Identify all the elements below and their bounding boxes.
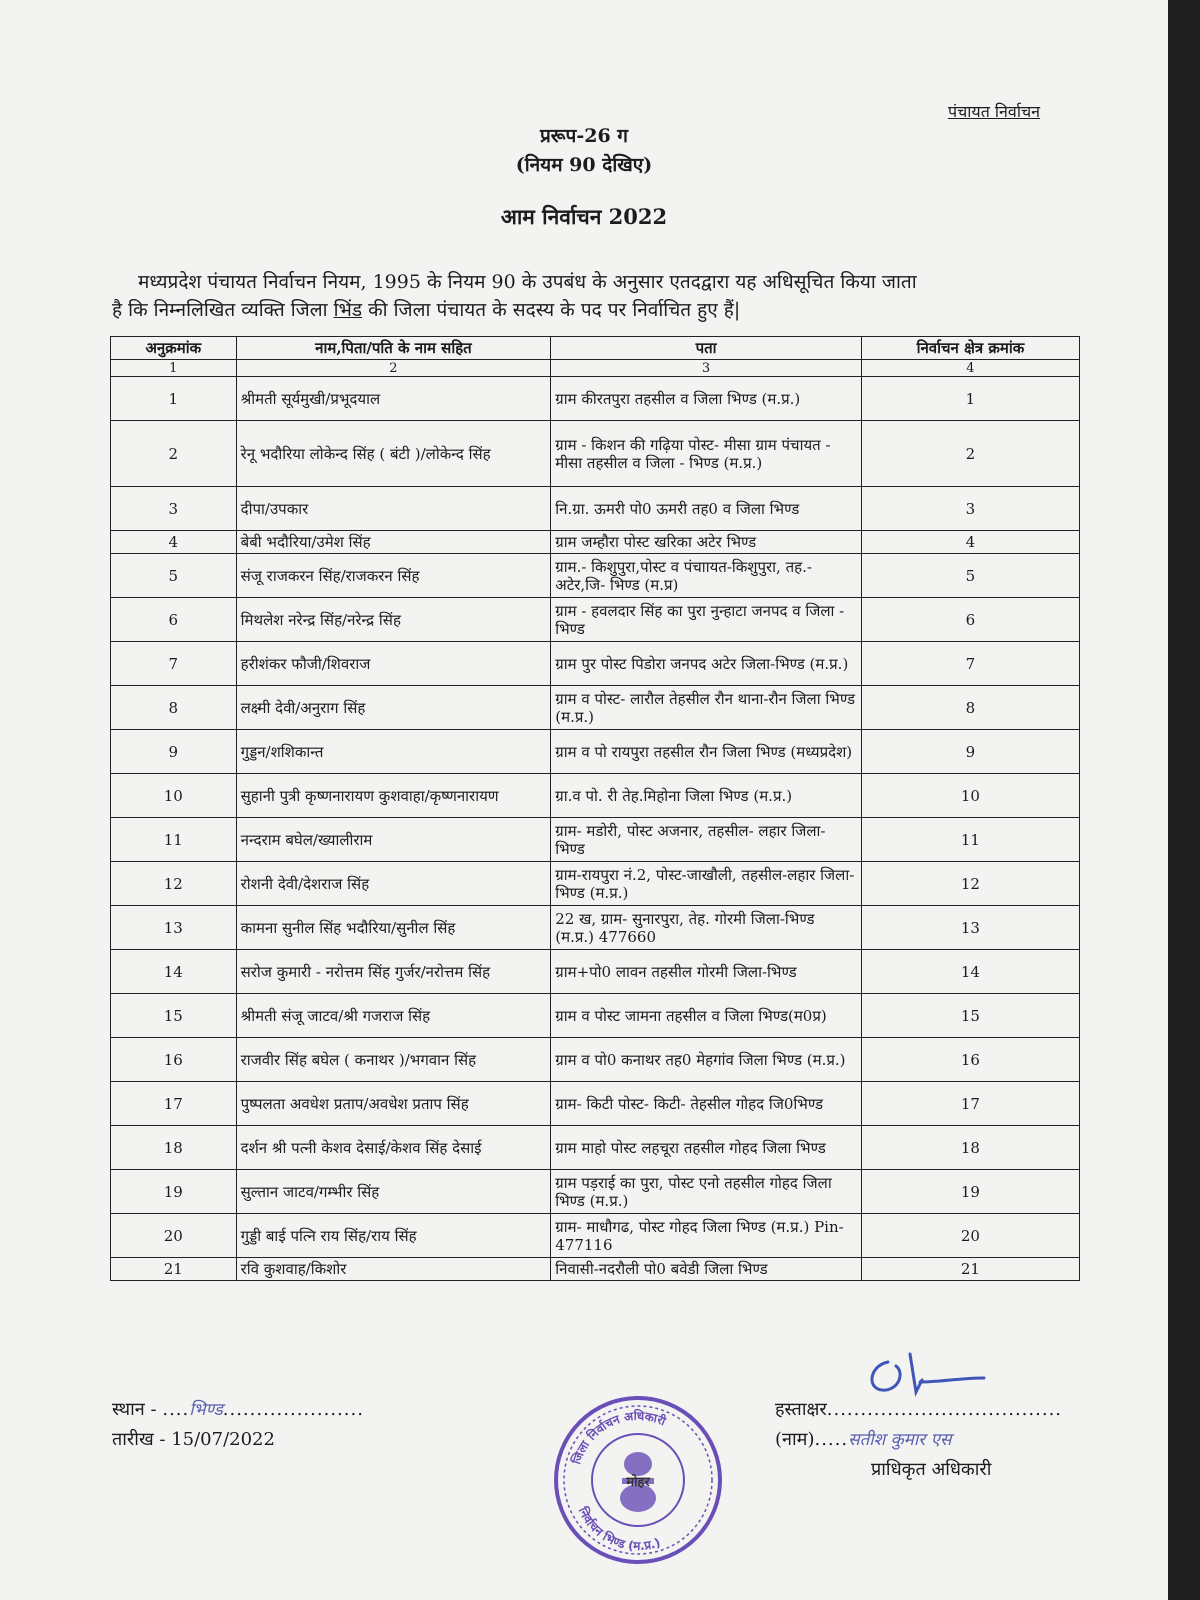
table-row — [111, 1082, 1080, 1126]
footer-left — [112, 1395, 364, 1455]
constituency-cell: 10 — [861, 774, 1079, 818]
table-row — [111, 1214, 1080, 1258]
address-cell: ग्राम पड़राई का पुरा, पोस्ट एनो तहसील गोहद जिला भिण्ड (म.प्र.) — [551, 1170, 862, 1214]
serial-cell: 12 — [111, 862, 237, 906]
address-cell: ग्राम-रायपुरा नं.2, पोस्ट-जाखौली, तहसील-लहार जिला-भिण्ड (म.प्र.) — [551, 862, 862, 906]
address-cell: ग्राम व पो रायपुरा तहसील रौन जिला भिण्ड (मध्यप्रदेश) — [551, 730, 862, 774]
col-number: 2 — [236, 360, 551, 377]
address-cell: ग्राम व पो0 कनाथर तह0 मेहगांव जिला भिण्ड (म.प्र.) — [551, 1038, 862, 1082]
name-cell: कामना सुनील सिंह भदौरिया/सुनील सिंह — [236, 906, 551, 950]
serial-cell: 20 — [111, 1214, 237, 1258]
table-row — [111, 1258, 1080, 1281]
address-cell: ग्राम व पोस्ट जामना तहसील व जिला भिण्ड(म0प्र) — [551, 994, 862, 1038]
serial-cell: 17 — [111, 1082, 237, 1126]
table-row — [111, 642, 1080, 686]
table-row — [111, 531, 1080, 554]
constituency-cell: 4 — [861, 531, 1079, 554]
constituency-cell: 12 — [861, 862, 1079, 906]
address-cell: निवासी-नदरौली पो0 बवेडी जिला भिण्ड — [551, 1258, 862, 1281]
table-row — [111, 487, 1080, 531]
address-cell: ग्राम व पोस्ट- लारौल तेहसील रौन थाना-रौन जिला भिण्ड (म.प्र.) — [551, 686, 862, 730]
address-cell: ग्राम- मडोरी, पोस्ट अजनार, तहसील- लहार जिला- भिण्ड — [551, 818, 862, 862]
official-seal — [552, 1394, 724, 1566]
serial-cell: 13 — [111, 906, 237, 950]
background-edge — [1168, 0, 1200, 1600]
officer-name: सतीश कुमार एस — [848, 1430, 952, 1450]
name-cell: नन्दराम बघेल/ख्यालीराम — [236, 818, 551, 862]
address-cell: ग्राम- किटी पोस्ट- किटी- तेहसील गोहद जि0भिण्ड — [551, 1082, 862, 1126]
name-cell: गुड्डन/शशिकान्त — [236, 730, 551, 774]
table-row — [111, 554, 1080, 598]
name-cell: राजवीर सिंह बघेल ( कनाथर )/भगवान सिंह — [236, 1038, 551, 1082]
district-name: भिंड — [333, 299, 363, 321]
name-cell: सरोज कुमारी - नरोत्तम सिंह गुर्जर/नरोत्तम सिंह — [236, 950, 551, 994]
name-cell: श्रीमती सूर्यमुखी/प्रभूदयाल — [236, 377, 551, 421]
table-row — [111, 686, 1080, 730]
name-cell: श्रीमती संजू जाटव/श्री गजराज सिंह — [236, 994, 551, 1038]
header-serial: अनुक्रमांक — [111, 337, 237, 360]
table-row — [111, 421, 1080, 487]
serial-cell: 2 — [111, 421, 237, 487]
serial-cell: 21 — [111, 1258, 237, 1281]
name-cell: मिथलेश नरेन्द्र सिंह/नरेन्द्र सिंह — [236, 598, 551, 642]
name-cell: रेनू भदौरिया लोकेन्द सिंह ( बंटी )/लोकेन्द सिंह — [236, 421, 551, 487]
address-cell: ग्राम.- किशुपुरा,पोस्ट व पंचाायत-किशुपुरा, तह.- अटेर,जि- भिण्ड (म.प्र) — [551, 554, 862, 598]
address-cell: 22 ख, ग्राम- सुनारपुरा, तेह. गोरमी जिला-भिण्ड (म.प्र.) 477660 — [551, 906, 862, 950]
name-cell: गुड्डी बाई पत्नि राय सिंह/राय सिंह — [236, 1214, 551, 1258]
name-cell: दर्शन श्री पत्नी केशव देसाई/केशव सिंह देसाई — [236, 1126, 551, 1170]
top-right-heading: पंचायत निर्वाचन — [948, 102, 1040, 121]
name-cell: दीपा/उपकार — [236, 487, 551, 531]
constituency-cell: 3 — [861, 487, 1079, 531]
table-row — [111, 377, 1080, 421]
notification-paragraph — [112, 268, 1072, 324]
place-value: भिण्ड — [189, 1400, 223, 1420]
officer-designation: प्राधिकृत अधिकारी — [871, 1459, 992, 1480]
table-row — [111, 1126, 1080, 1170]
header-constituency: निर्वाचन क्षेत्र क्रमांक — [861, 337, 1079, 360]
serial-cell: 8 — [111, 686, 237, 730]
serial-cell: 15 — [111, 994, 237, 1038]
constituency-cell: 19 — [861, 1170, 1079, 1214]
constituency-cell: 5 — [861, 554, 1079, 598]
table-row — [111, 598, 1080, 642]
header-address: पता — [551, 337, 862, 360]
rule-reference: (नियम 90 देखिए) — [515, 154, 653, 176]
address-cell: ग्राम पुर पोस्ट पिडोरा जनपद अटेर जिला-भिण्ड (म.प्र.) — [551, 642, 862, 686]
constituency-cell: 6 — [861, 598, 1079, 642]
serial-cell: 7 — [111, 642, 237, 686]
name-line: (नाम).....सतीश कुमार एस — [775, 1429, 952, 1450]
table-row — [111, 818, 1080, 862]
constituency-cell: 14 — [861, 950, 1079, 994]
intro-line-2-pre: है कि निम्नलिखित व्यक्ति जिला — [112, 299, 334, 321]
address-cell: ग्राम - किशन की गढ़िया पोस्ट- मीसा ग्राम पंचायत - मीसा तहसील व जिला - भिण्ड (म.प्र.) — [551, 421, 862, 487]
intro-line-1: मध्यप्रदेश पंचायत निर्वाचन नियम, 1995 के नियम 90 के उपबंध के अनुसार एतदद्वारा यह अधिसूचित किया जाता — [138, 271, 917, 293]
elected-members-table — [110, 336, 1080, 1281]
constituency-cell: 17 — [861, 1082, 1079, 1126]
constituency-cell: 9 — [861, 730, 1079, 774]
address-cell: ग्राम+पो0 लावन तहसील गोरमी जिला-भिण्ड — [551, 950, 862, 994]
constituency-cell: 7 — [861, 642, 1079, 686]
table-row — [111, 862, 1080, 906]
constituency-cell: 16 — [861, 1038, 1079, 1082]
name-cell: लक्ष्मी देवी/अनुराग सिंह — [236, 686, 551, 730]
name-cell: रवि कुशवाह/किशोर — [236, 1258, 551, 1281]
name-cell: सुहानी पुत्री कृष्णनारायण कुशवाहा/कृष्णनारायण — [236, 774, 551, 818]
seal-top-text: जिला निर्वाचन अधिकारी — [569, 1408, 668, 1467]
name-cell: बेबी भदौरिया/उमेश सिंह — [236, 531, 551, 554]
constituency-cell: 15 — [861, 994, 1079, 1038]
col-number: 1 — [111, 360, 237, 377]
table-row — [111, 1170, 1080, 1214]
constituency-cell: 13 — [861, 906, 1079, 950]
constituency-cell: 8 — [861, 686, 1079, 730]
serial-cell: 3 — [111, 487, 237, 531]
address-cell: ग्राम जम्हौरा पोस्ट खरिका अटेर भिण्ड — [551, 531, 862, 554]
serial-cell: 6 — [111, 598, 237, 642]
address-cell: ग्राम कीरतपुरा तहसील व जिला भिण्ड (म.प्र.) — [551, 377, 862, 421]
serial-cell: 10 — [111, 774, 237, 818]
table-header-row — [111, 337, 1080, 360]
constituency-cell: 18 — [861, 1126, 1079, 1170]
intro-line-2-post: की जिला पंचायत के सदस्य के पद पर निर्वाचित हुए हैं| — [362, 299, 741, 321]
name-cell: संजू राजकरन सिंह/राजकरन सिंह — [236, 554, 551, 598]
constituency-cell: 2 — [861, 421, 1079, 487]
table-row — [111, 950, 1080, 994]
place-label: स्थान - — [112, 1399, 157, 1420]
name-label: (नाम) — [775, 1429, 815, 1450]
serial-cell: 19 — [111, 1170, 237, 1214]
address-cell: नि.ग्रा. ऊमरी पो0 ऊमरी तह0 व जिला भिण्ड — [551, 487, 862, 531]
constituency-cell: 21 — [861, 1258, 1079, 1281]
table-row — [111, 774, 1080, 818]
address-cell: ग्राम - हवलदार सिंह का पुरा नुन्हाटा जनपद व जिला - भिण्ड — [551, 598, 862, 642]
serial-cell: 9 — [111, 730, 237, 774]
address-cell: ग्रा.व पो. री तेह.मिहोना जिला भिण्ड (म.प्र.) — [551, 774, 862, 818]
table-row — [111, 730, 1080, 774]
name-cell: सुल्तान जाटव/गम्भीर सिंह — [236, 1170, 551, 1214]
serial-cell: 5 — [111, 554, 237, 598]
name-cell: पुष्पलता अवधेश प्रताप/अवधेश प्रताप सिंह — [236, 1082, 551, 1126]
serial-cell: 16 — [111, 1038, 237, 1082]
name-cell: हरीशंकर फौजी/शिवराज — [236, 642, 551, 686]
signature-line: हस्ताक्षर................................... — [775, 1399, 1063, 1420]
col-number: 3 — [551, 360, 862, 377]
serial-cell: 1 — [111, 377, 237, 421]
table-row — [111, 994, 1080, 1038]
form-number: प्ररूप-26 ग — [539, 125, 628, 147]
signature-label: हस्ताक्षर — [775, 1399, 827, 1420]
constituency-cell: 11 — [861, 818, 1079, 862]
column-number-row — [111, 360, 1080, 377]
table-body — [111, 377, 1080, 1281]
table-row — [111, 1038, 1080, 1082]
place-line: स्थान - ....भिण्ड..................... — [112, 1399, 364, 1420]
date-line: तारीख - 15/07/2022 — [112, 1429, 275, 1450]
constituency-cell: 20 — [861, 1214, 1079, 1258]
election-title: आम निर्वाचन 2022 — [500, 204, 668, 229]
table-row — [111, 906, 1080, 950]
serial-cell: 14 — [111, 950, 237, 994]
name-cell: रोशनी देवी/देशराज सिंह — [236, 862, 551, 906]
seal-center-text: मोहर — [626, 1475, 650, 1490]
serial-cell: 18 — [111, 1126, 237, 1170]
address-cell: ग्राम माहो पोस्ट लहचूरा तहसील गोहद जिला भिण्ड — [551, 1126, 862, 1170]
serial-cell: 4 — [111, 531, 237, 554]
col-number: 4 — [861, 360, 1079, 377]
serial-cell: 11 — [111, 818, 237, 862]
constituency-cell: 1 — [861, 377, 1079, 421]
header-name: नाम,पिता/पति के नाम सहित — [236, 337, 551, 360]
footer-right — [775, 1395, 1062, 1485]
address-cell: ग्राम- माधौगढ, पोस्ट गोहद जिला भिण्ड (म.प्र.) Pin- 477116 — [551, 1214, 862, 1258]
seal-bottom-text: निर्वाचन भिण्ड (म.प्र.) — [575, 1504, 663, 1554]
